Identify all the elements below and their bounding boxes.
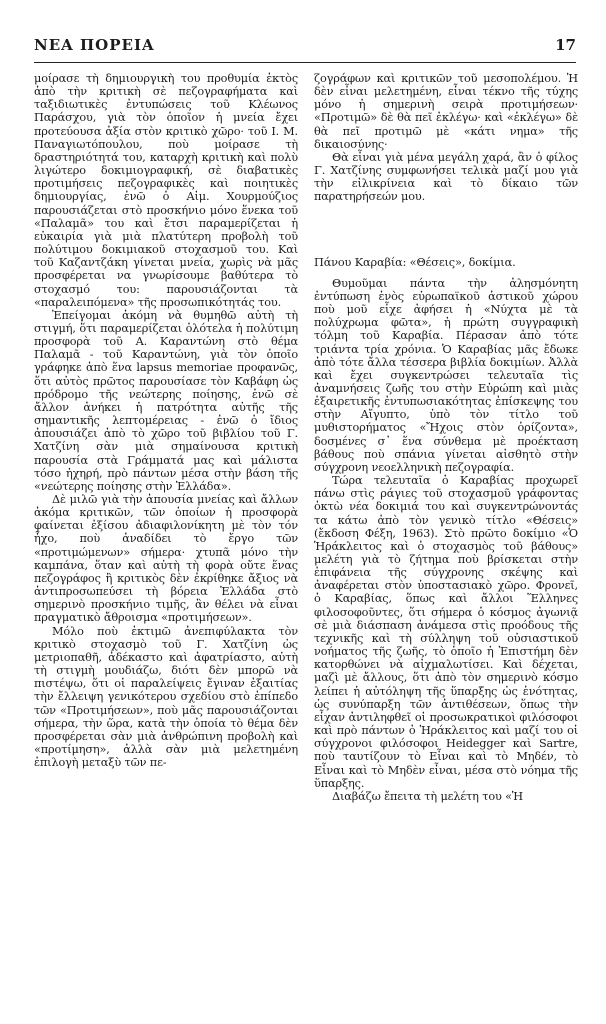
journal-title: ΝΕΑ ΠΟΡΕΙΑ xyxy=(34,36,155,54)
left-paragraph-1: μοίρασε τὴ δημιουργικὴ του προθυμία ἐκτὸς ἀπὸ τὴν κριτικὴ σὲ πεζογραφήματα καὶ ταξιδιωτικὲς ἐντυπώσεις τοῦ Κλέωνος Παράσχου, γιὰ τὸν ὁποῖον ἡ μνεία ἔχει προτεύουσα ἀξία στὸν κριτικὸ χῶρο· τοῦ Ι. Μ. Παναγιωτόπουλου, ποὺ μοίρασε τὴ δραστηριότητά του, καταρχὴ κριτικὴ καὶ πολὺ λιγώτερο δοκιμιογραφική, σὲ διαβατικὲς προτιμήσεις πεζογραφικὲς καὶ ποιητικὲς δημιουργίας, ἐνῶ ὁ Αἰμ. Χουρμούζιος παρουσιάζεται στὸ προσκήνιο μόνο ἕνεκα τοῦ «Παλαμᾶ» του καὶ ἔτσι παραμερίζεται ἡ εὐκαιρία γιὰ μιὰ πλατύτερη προβολὴ τοῦ πολύτιμου δοκιμιακοῦ στοχασμοῦ του. Καὶ τοῦ Καζαντζάκη γίνεται μνεία, χωρὶς νὰ μᾶς προσφέρεται να γνωρίσουμε βαθύτερα τὸ στοχασμό του: παρουσιάζονται τὰ «παραλειπόμενα» τῆς προσωπικότητάς του. xyxy=(34,72,298,309)
review-heading: Πάνου Καραβία: «Θέσεις», δοκίμια. xyxy=(314,255,516,269)
left-paragraph-2: Ἐπείγομαι ἀκόμη νὰ θυμηθῶ αὐτὴ τὴ στιγμή, ὅτι παραμερίζεται ὁλότελα ἡ πολύτιμη προσφορὰ τοῦ Α. Καραντώνη στὸ θέμα Παλαμᾶ - τοῦ Καραντώνη, γιὰ τὸν ὁποῖο γράφηκε ἀπὸ ἕνα lapsus memoriae προφανῶς, ὅτι αὐτὸς πρῶτος παρουσίασε τὸν Καβάφη ὡς πρόδρομο τῆς νεώτερης ποίησης, ἐνῶ σὲ ἄλλον ἀνήκει ἡ πατρότητα αὐτῆς τῆς σημαντικῆς λεπτομέρειας - ἐνῶ ὁ ἴδιος ἀπουσιάζει ἀπὸ τὸ χῶρο τοῦ βιβλίου τοῦ Γ. Χατζίνη σὰν μιὰ σημαίνουσα κριτικὴ παρουσία στὰ Γράμματά μας καὶ μάλιστα τόσο ἠχηρή, πρὸ πάντων μέσα στὴν βάση τῆς «νεώτερης ποίησης στὴν Ἑλλάδα». xyxy=(34,308,298,493)
header-rule xyxy=(34,62,576,63)
left-column xyxy=(34,72,298,769)
right-continuation: ζογράφων καὶ κριτικῶν τοῦ μεσοπολέμου. Ἡ δὲν εἶναι μελετημένη, εἶναι τέκνο τῆς τύχης μόνο ἡ σημερινὴ σειρὰ προτιμήσεων· «Προτιμῶ» δὲ θὰ πεῖ ἐκλέγω· καὶ «ἐκλέγω» δὲ θὰ πεῖ προτιμῶ μὲ «κάτι νημα» τῆς δικαιοσύνης· xyxy=(314,72,578,151)
page-header xyxy=(34,36,576,58)
closing-paragraph: Θὰ εἶναι γιὰ μένα μεγάλη χαρά, ἂν ὁ φίλος Γ. Χατζίνης συμφωνήσει τελικὰ μαζί μου γιὰ τὴν εἰλικρίνεια καὶ τὸ δίκαιο τῶν παρατηρήσεών μου. xyxy=(314,150,578,204)
left-paragraph-3: Δὲ μιλῶ γιὰ τὴν ἀπουσία μνείας καὶ ἄλλων ἀκόμα κριτικῶν, τῶν ὁποίων ἡ προσφορὰ φαίνεται ἐξίσου ἀδιαφιλονίκητη μὲ τὸν τόν ἦχο, ποὺ ἀναδίδει τὸ ἔργο τῶν «προτιμώμενων» σήμερα· χτυπᾶ μόνο τὴν καμπάνα, ὅταν καὶ αὐτὴ τὴ φορὰ οὔτε ἕνας πεζογράφος ἢ κριτικὸς δὲν ἐκρίθηκε ἄξιος νὰ ἀντιπροσωπεύσει τὴ βόρεια Ἑλλάδα στὸ σημερινὸ προσκήνιο τιμῆς, ἂν θέλει νὰ εἶναι πραγματικὸ ἄθροισμα «προτιμήσεων». xyxy=(34,493,298,625)
page-number: 17 xyxy=(555,36,576,54)
left-paragraph-4: Μόλο ποὺ ἐκτιμῶ ἀνεπιφύλακτα τὸν κριτικὸ στοχασμὸ τοῦ Γ. Χατζίνη ὡς μετριοπαθῆ, ἀδέκαστο καὶ ἀφατρίαστο, αὐτὴ τὴ στιγμὴ μουδιάζω, διότι δὲν μπορῶ νὰ πιστέψω, ὅτι οἱ παραλείψεις ἔγιναν ἐξαιτίας τὴν ἔλλειψη γενικότερου σχεδίου στὸ ἐπίπεδο τῶν «Προτιμήσεων», ποὺ μᾶς παρουσιάζονται σήμερα, τὴν ὥρα, κατὰ τὴν ὁποία τὸ θέμα δὲν προσφέρεται σὰν μιὰ ἀνθρώπινη προβολὴ καὶ «προτίμηση», ἀλλὰ σὰν μιὰ μελετημένη ἐπιλογὴ μεταξὺ τῶν πε- xyxy=(34,624,298,770)
review-paragraph-1: Θυμοῦμαι πάντα τὴν ἀλησμόνητη ἐντύπωση ἑνὸς εὐρωπαϊκοῦ ἀστικοῦ χώρου ποὺ μοῦ εἶχε ἀφήσει ἡ «Νύχτα μὲ τὰ πολύχρωμα φῶτα», ἡ πρώτη συγγραφικὴ τόλμη τοῦ Καραβία. Πέρασαν ἀπὸ τότε τριάντα τρία χρόνια. Ὁ Καραβίας μᾶς ἔδωκε ἀπὸ τότε ἄλλα τέσσερα βιβλία δοκιμίων. Ἀλλὰ καὶ ἔχει συγκεντρώσει τελευταῖα τὶς ἀναμνήσεις ζωῆς του στὴν Εὐρώπη καὶ μιὰς ἐξαιρετικῆς ἐντυπωσιακότητας ἐπίσκεψης του στὴν Αἴγυπτο, ὑπὸ τὸν τίτλο τοῦ μυθιστορήματος «Ἤχοις στὸν ὁρίζοντα», δοσμένες σ᾽ ἕνα σύνθεμα μὲ προέκταση βάθους ποὺ σπάνια γίνεται αἰσθητὸ στὴν σύγχρονη νεοελληνικὴ πεζογραφία. xyxy=(314,276,578,474)
review-paragraph-3: Διαβάζω ἔπειτα τὴ μελέτη του «Ἡ xyxy=(332,789,523,803)
review-paragraph-2: Τώρα τελευταῖα ὁ Καραβίας προχωρεῖ πάνω στὶς ράγιες τοῦ στοχασμοῦ γράφοντας ὀκτὼ νέα δοκιμιά του καὶ συγκεντρώνοντάς τα κάτω ἀπὸ τὸν γενικὸ τίτλο «Θέσεις» (ἔκδοση Φέξη, 1963). Στὸ πρῶτο δοκίμιο «Ὁ Ἡράκλειτος καὶ ὁ στοχασμὸς τοῦ βάθους» μελέτη γιὰ τὸ ζήτημα ποὺ βρίσκεται στὴν ἐπιφάνεια τῆς σύγχρονης σκέψης καὶ ἀναφέρεται στὸν ὑποστασιακὸ χῶρο. Φρονεῖ, ὁ Καραβίας, ὅπως καὶ ἄλλοι Ἕλληνες φιλοσοφοῦντες, ὅτι σήμερα ὁ κόσμος ἀγωνιᾷ σὲ μιὰ διάσπαση ἀνάμεσα στὶς προόδους τῆς τεχνικῆς καὶ τὴ σύλληψη τοῦ οὐσιαστικοῦ νοήματος τῆς ζωῆς, τὸ ὁποῖο ἡ Ἐπιστήμη δὲν κατορθώνει νὰ αἰχμαλωτίσει. Καὶ δέχεται, μαζὶ μὲ ἄλλους, ὅτι ἀπὸ τὸν σημερινὸ κόσμο λείπει ἡ αὐτόληψη τῆς ὕπαρξης ὡς ἑνότητας, ὡς συνύπαρξη τῶν ἀντιθέσεων, ὅπως τὴν εἶχαν ἀντιληφθεῖ οἱ προσωκρατικοὶ φιλόσοφοι καὶ πρὸ πάντων ὁ Ἡράκλειτος καὶ μαζί του οἱ σύγχρονοι φιλόσοφοι Heidegger καὶ Sartre, ποὺ ταυτίζουν τὸ Εἶναι καὶ τὸ Μηδέν, τὸ Εἶναι καὶ τὸ Μηδὲν εἶναι, μέσα στὸ νόημα τῆς ὕπαρξης. xyxy=(314,474,578,790)
right-column xyxy=(314,72,578,803)
